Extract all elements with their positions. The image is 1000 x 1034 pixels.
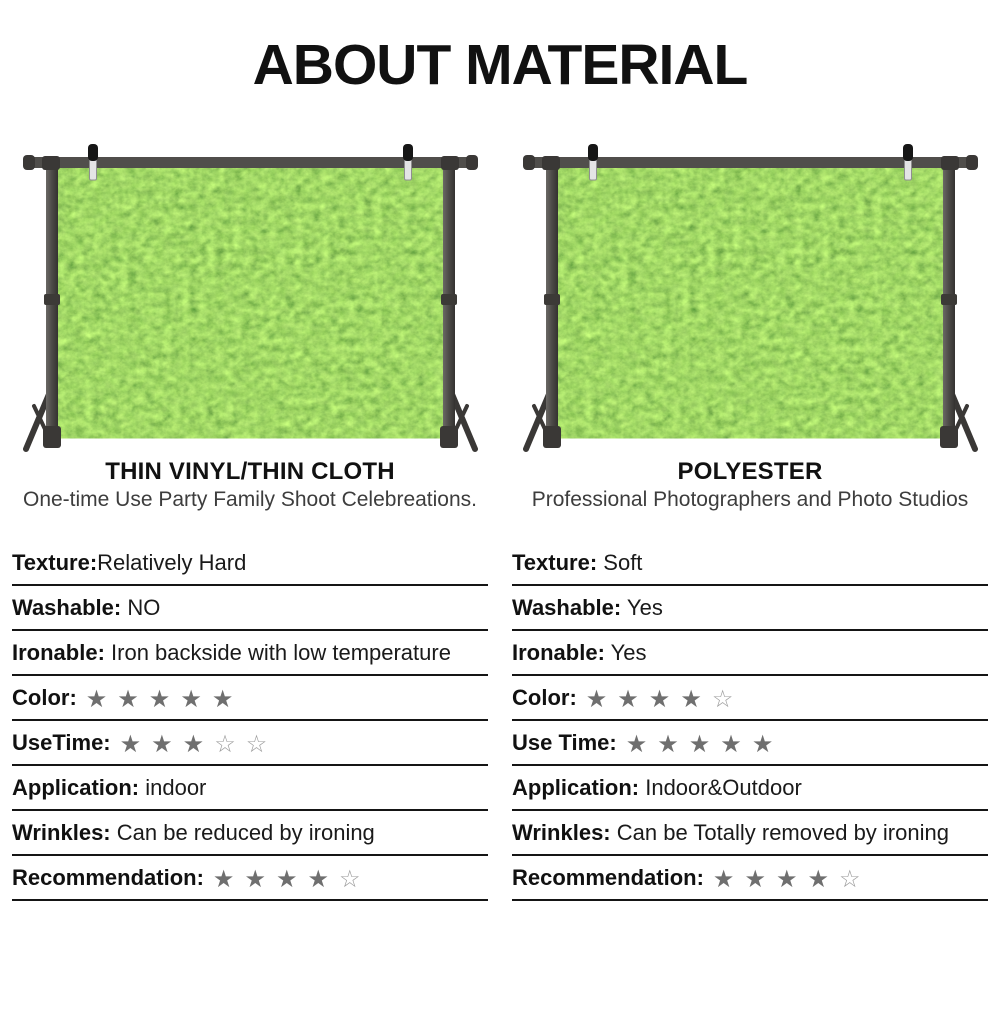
star-empty-icon: ☆ bbox=[838, 865, 861, 893]
spec-value: Soft bbox=[597, 549, 643, 575]
spec-value: Indoor&Outdoor bbox=[639, 774, 802, 800]
spec-label: Application: bbox=[512, 774, 640, 800]
spec-label: Recommendation: bbox=[512, 864, 704, 890]
spec-label: Color: bbox=[512, 684, 577, 710]
material-name: THIN VINYL/THIN CLOTH bbox=[105, 457, 395, 485]
star-empty-icon: ☆ bbox=[338, 865, 361, 893]
spec-value: Can be Totally removed by ironing bbox=[610, 819, 949, 845]
spec-value: NO bbox=[121, 594, 161, 620]
spec-label: Wrinkles: bbox=[512, 819, 611, 845]
star-filled-icon: ★ bbox=[244, 865, 266, 893]
backdrop-stand-figure-right bbox=[523, 144, 978, 454]
spec-row bbox=[512, 766, 988, 811]
spec-value: Relatively Hard bbox=[97, 549, 247, 575]
star-filled-icon: ★ bbox=[617, 685, 639, 713]
spec-label: Texture: bbox=[512, 549, 598, 575]
star-filled-icon: ★ bbox=[275, 865, 298, 893]
star-filled-icon: ★ bbox=[680, 685, 702, 713]
green-leaves-backdrop-photo bbox=[523, 144, 978, 454]
spec-label: Washable: bbox=[12, 594, 122, 620]
spec-label: Ironable: bbox=[12, 639, 105, 665]
star-filled-icon: ★ bbox=[807, 865, 829, 893]
spec-row bbox=[512, 811, 988, 856]
star-filled-icon: ★ bbox=[648, 685, 671, 713]
star-rating bbox=[119, 730, 268, 758]
star-rating bbox=[712, 865, 861, 893]
spec-label: Recommendation: bbox=[12, 864, 204, 890]
star-filled-icon: ★ bbox=[657, 730, 679, 758]
star-filled-icon: ★ bbox=[307, 865, 329, 893]
spec-label: Color: bbox=[12, 684, 77, 710]
material-tagline: Professional Photographers and Photo Studios bbox=[531, 487, 969, 511]
star-rating bbox=[585, 685, 734, 713]
spec-row bbox=[12, 586, 488, 631]
star-filled-icon: ★ bbox=[712, 865, 735, 893]
star-filled-icon: ★ bbox=[119, 730, 142, 758]
spec-row bbox=[512, 676, 988, 721]
spec-label: Washable: bbox=[512, 594, 622, 620]
star-rating bbox=[625, 730, 774, 758]
star-filled-icon: ★ bbox=[182, 730, 205, 758]
spec-row bbox=[512, 586, 988, 631]
star-filled-icon: ★ bbox=[151, 730, 173, 758]
star-filled-icon: ★ bbox=[180, 685, 202, 713]
spec-value: indoor bbox=[139, 774, 207, 800]
spec-value: Iron backside with low temperature bbox=[104, 639, 451, 665]
star-filled-icon: ★ bbox=[775, 865, 798, 893]
star-filled-icon: ★ bbox=[212, 865, 235, 893]
spec-label: Wrinkles: bbox=[12, 819, 111, 845]
spec-value: Yes bbox=[604, 639, 647, 665]
green-leaves-backdrop-photo bbox=[23, 144, 478, 454]
spec-value: Yes bbox=[621, 594, 663, 620]
material-column-polyester bbox=[512, 144, 988, 901]
star-empty-icon: ☆ bbox=[214, 730, 236, 758]
spec-row bbox=[12, 766, 488, 811]
page-title: ABOUT MATERIAL bbox=[252, 33, 748, 97]
spec-row bbox=[12, 676, 488, 721]
star-rating bbox=[212, 865, 361, 893]
spec-label: UseTime: bbox=[12, 729, 111, 755]
spec-table-right bbox=[512, 541, 988, 901]
backdrop-stand-figure-left bbox=[23, 144, 478, 454]
material-tagline: One-time Use Party Family Shoot Celebreations. bbox=[22, 487, 477, 511]
star-filled-icon: ★ bbox=[720, 730, 742, 758]
star-filled-icon: ★ bbox=[148, 685, 171, 713]
spec-row bbox=[512, 631, 988, 676]
star-filled-icon: ★ bbox=[688, 730, 711, 758]
star-filled-icon: ★ bbox=[85, 685, 108, 713]
star-filled-icon: ★ bbox=[211, 685, 234, 713]
spec-row bbox=[12, 541, 488, 586]
spec-label: Texture: bbox=[12, 549, 98, 575]
spec-label: Ironable: bbox=[512, 639, 605, 665]
star-filled-icon: ★ bbox=[625, 730, 648, 758]
spec-row bbox=[12, 856, 488, 901]
spec-row bbox=[512, 721, 988, 766]
spec-row bbox=[512, 856, 988, 901]
material-name: POLYESTER bbox=[677, 457, 823, 485]
star-rating bbox=[85, 685, 234, 713]
star-empty-icon: ☆ bbox=[711, 685, 734, 713]
comparison-columns bbox=[0, 144, 1000, 901]
material-column-vinyl bbox=[12, 144, 488, 901]
spec-row bbox=[12, 811, 488, 856]
spec-row bbox=[12, 631, 488, 676]
spec-label: Use Time: bbox=[512, 729, 617, 755]
star-filled-icon: ★ bbox=[585, 685, 608, 713]
about-material-infographic bbox=[0, 34, 1000, 1034]
star-filled-icon: ★ bbox=[751, 730, 774, 758]
spec-label: Application: bbox=[12, 774, 140, 800]
spec-row bbox=[12, 721, 488, 766]
star-filled-icon: ★ bbox=[117, 685, 139, 713]
star-empty-icon: ☆ bbox=[245, 730, 268, 758]
star-filled-icon: ★ bbox=[744, 865, 766, 893]
spec-value: Can be reduced by ironing bbox=[110, 819, 375, 845]
spec-table-left bbox=[12, 541, 488, 901]
spec-row bbox=[512, 541, 988, 586]
